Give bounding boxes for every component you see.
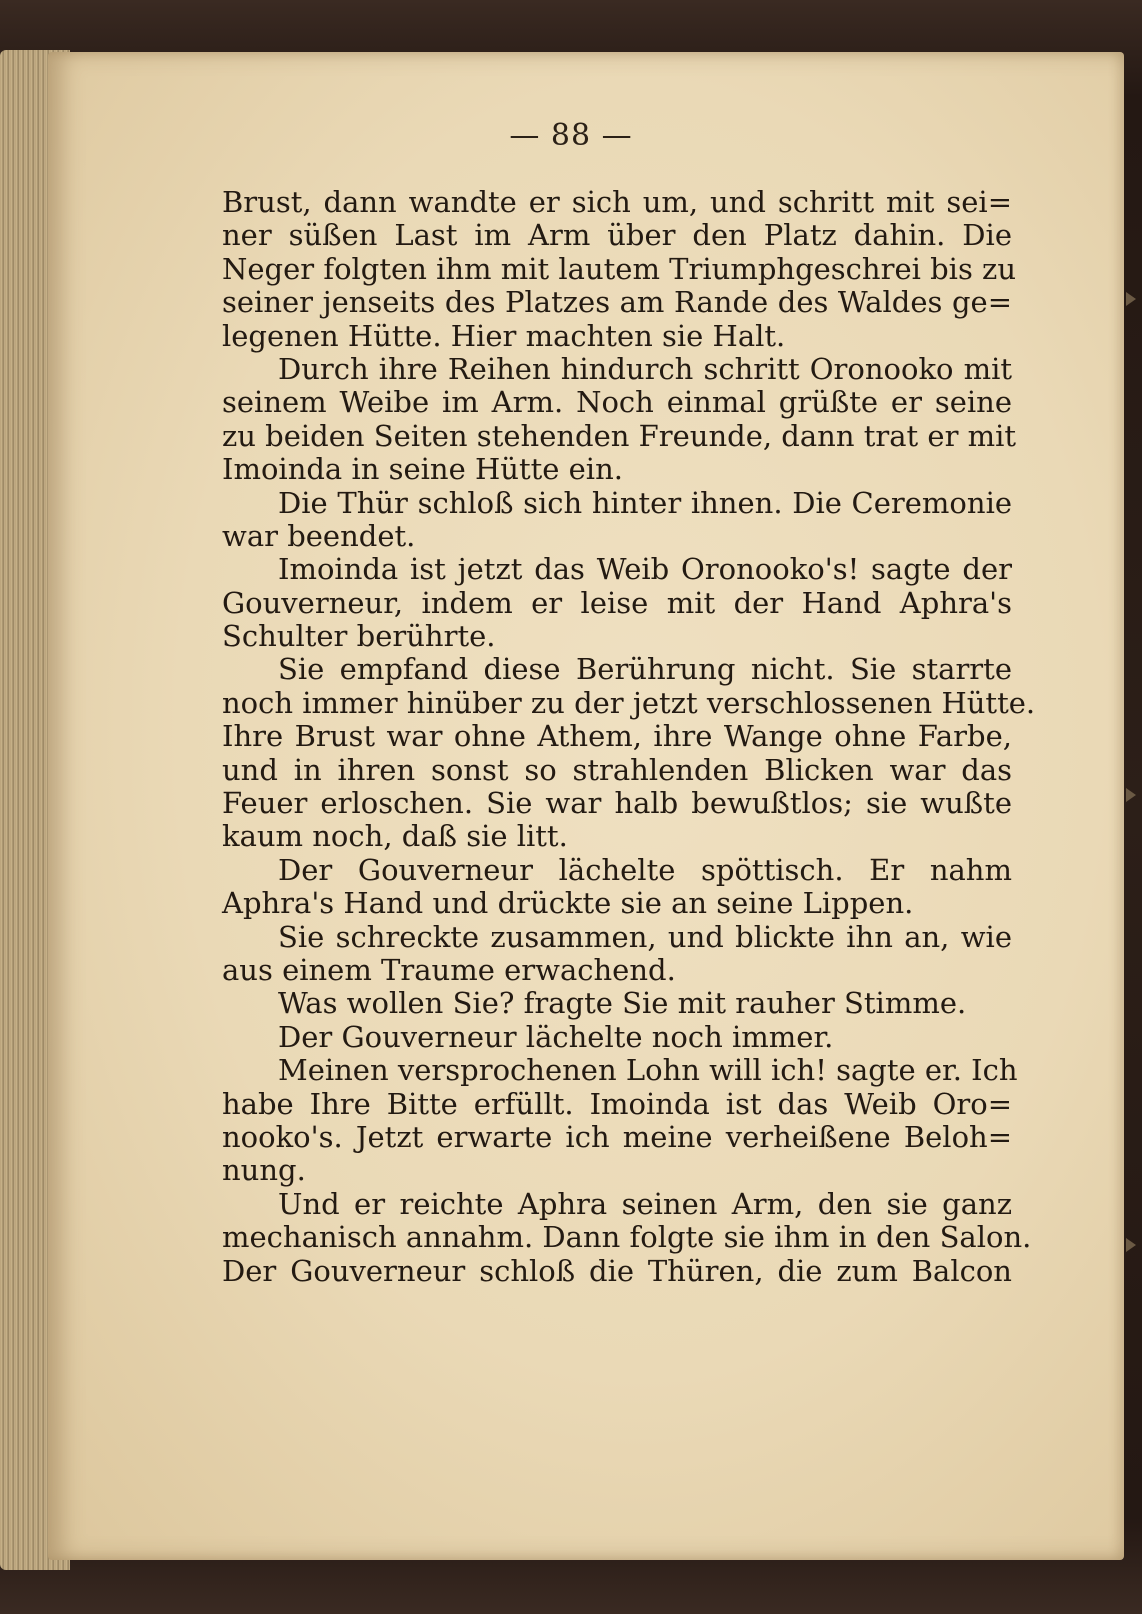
text-line: Gouverneur, indem er leise mit der Hand Aphra's bbox=[222, 585, 1012, 620]
text-line: kaum noch, daß sie litt. bbox=[222, 819, 568, 854]
text-line: Was wollen Sie? fragte Sie mit rauher Stimme. bbox=[278, 986, 967, 1021]
text-line: Sie schreckte zusammen, und blickte ihn an, wie bbox=[278, 919, 1012, 954]
text-line: Brust, dann wandte er sich um, und schritt mit sei= bbox=[222, 185, 1012, 219]
text-line: und in ihren sonst so strahlenden Blicken war das bbox=[222, 752, 1012, 787]
text-line: habe Ihre Bitte erfüllt. Imoinda ist das Weib Oro= bbox=[222, 1086, 1012, 1121]
text-line: Der Gouverneur schloß die Thüren, die zum Balcon bbox=[222, 1253, 1012, 1288]
text-line: war beendet. bbox=[222, 518, 416, 553]
text-line: seiner jenseits des Platzes am Rande des Waldes ge= bbox=[222, 285, 1012, 320]
text-line: nung. bbox=[222, 1153, 306, 1188]
text-line: Und er reichte Aphra seinen Arm, den sie ganz bbox=[278, 1186, 1012, 1221]
text-line: legenen Hütte. Hier machten sie Halt. bbox=[222, 318, 786, 353]
text-line: mechanisch annahm. Dann folgte sie ihm in den Salon. bbox=[222, 1220, 1032, 1255]
text-line: Imoinda in seine Hütte ein. bbox=[222, 452, 623, 487]
text-line: Die Thür schloß sich hinter ihnen. Die Ceremonie bbox=[278, 485, 1012, 520]
page-number: — 88 — bbox=[509, 118, 633, 153]
text-line: Ihre Brust war ohne Athem, ihre Wange ohne Farbe, bbox=[222, 719, 1012, 754]
text-line: aus einem Traume erwachend. bbox=[222, 952, 676, 987]
text-line: Feuer erloschen. Sie war halb bewußtlos; sie wußte bbox=[222, 786, 1012, 821]
text-line: zu beiden Seiten stehenden Freunde, dann trat er mit bbox=[222, 418, 1017, 453]
body-text bbox=[222, 185, 1036, 1288]
text-line: noch immer hinüber zu der jetzt verschlossenen Hütte. bbox=[222, 685, 1036, 720]
text-line: seinem Weibe im Arm. Noch einmal grüßte er seine bbox=[222, 385, 1012, 420]
text-line: Schulter berührte. bbox=[222, 619, 496, 654]
text-line: Aphra's Hand und drückte sie an seine Lippen. bbox=[222, 886, 914, 921]
text-line: Sie empfand diese Berührung nicht. Sie starrte bbox=[278, 652, 1012, 687]
text-line: Der Gouverneur lächelte spöttisch. Er nahm bbox=[278, 852, 1012, 887]
text-line: ner süßen Last im Arm über den Platz dahin. Die bbox=[222, 218, 1012, 253]
text-line: Meinen versprochenen Lohn will ich! sagte er. Ich bbox=[278, 1053, 1018, 1088]
text-line: Durch ihre Reihen hindurch schritt Oronooko mit bbox=[278, 351, 1012, 386]
text-line: Neger folgten ihm mit lautem Triumphgeschrei bis zu bbox=[222, 251, 1017, 286]
text-line: Imoinda ist jetzt das Weib Oronooko's! sagte der bbox=[278, 552, 1012, 587]
text-line: nooko's. Jetzt erwarte ich meine verheißene Beloh= bbox=[222, 1119, 1012, 1154]
text-line: Der Gouverneur lächelte noch immer. bbox=[278, 1019, 834, 1054]
